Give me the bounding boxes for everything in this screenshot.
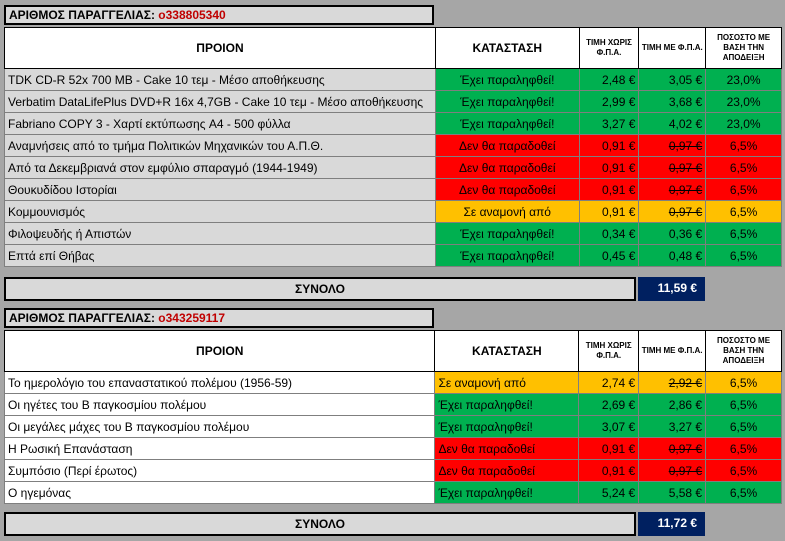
order-rows bbox=[5, 69, 782, 267]
status-cell: Έχει παραληφθεί! bbox=[435, 91, 579, 113]
percent-cell: 6,5% bbox=[706, 157, 782, 179]
price-no-vat-cell bbox=[579, 135, 639, 157]
price-vat-cell bbox=[639, 394, 706, 416]
price-vat-cell bbox=[639, 179, 706, 201]
order-title bbox=[4, 5, 434, 25]
price-vat-cell bbox=[639, 157, 706, 179]
table-row bbox=[5, 91, 782, 113]
price-no-vat-cell bbox=[579, 416, 639, 438]
price-no-vat-value: 0,34 € bbox=[602, 226, 636, 241]
status-cell: Σε αναμονή από bbox=[435, 372, 579, 394]
price-no-vat-cell bbox=[579, 460, 639, 482]
price-no-vat-cell bbox=[579, 113, 639, 135]
percent-cell: 6,5% bbox=[706, 372, 782, 394]
price-vat-value: 0,97 € bbox=[668, 441, 703, 456]
product-cell: Οι μεγάλες μάχες του Β παγκοσμίου πολέμου bbox=[5, 416, 435, 438]
table-row bbox=[5, 460, 782, 482]
status-cell: Έχει παραληφθεί! bbox=[435, 223, 579, 245]
order-table bbox=[4, 330, 782, 504]
column-header-price-no-vat: ΤΙΜΗ ΧΩΡΙΣ Φ.Π.Α. bbox=[579, 28, 639, 69]
price-no-vat-value: 0,91 € bbox=[602, 182, 636, 197]
percent-cell: 6,5% bbox=[706, 438, 782, 460]
product-cell: Θουκυδίδου Ιστορίαι bbox=[5, 179, 436, 201]
product-cell: Από τα Δεκεμβριανά στον εμφύλιο σπαραγμό (1944-1949) bbox=[5, 157, 436, 179]
price-no-vat-value: 0,91 € bbox=[602, 138, 636, 153]
price-no-vat-cell bbox=[579, 482, 639, 504]
price-vat-cell bbox=[639, 91, 706, 113]
total-value: 11,59 € bbox=[638, 277, 705, 301]
table-row bbox=[5, 69, 782, 91]
status-cell: Δεν θα παραδοθεί bbox=[435, 179, 579, 201]
table-row bbox=[5, 416, 782, 438]
percent-cell: 6,5% bbox=[706, 245, 782, 267]
price-vat-cell bbox=[639, 438, 706, 460]
column-header-status: ΚΑΤΑΣΤΑΣΗ bbox=[435, 331, 579, 372]
product-cell: Η Ρωσική Επανάσταση bbox=[5, 438, 435, 460]
order-title bbox=[4, 308, 434, 328]
price-no-vat-value: 0,91 € bbox=[601, 463, 636, 478]
table-row bbox=[5, 135, 782, 157]
column-header-product: ΠΡΟΙΟΝ bbox=[5, 331, 435, 372]
table-row bbox=[5, 245, 782, 267]
percent-cell: 6,5% bbox=[706, 394, 782, 416]
column-header-price-no-vat: ΤΙΜΗ ΧΩΡΙΣ Φ.Π.Α. bbox=[579, 331, 639, 372]
price-vat-value: 3,05 € bbox=[668, 72, 703, 87]
order-rows bbox=[5, 372, 782, 504]
table-row bbox=[5, 157, 782, 179]
price-vat-cell bbox=[639, 113, 706, 135]
status-cell: Έχει παραληφθεί! bbox=[435, 245, 579, 267]
status-cell: Δεν θα παραδοθεί bbox=[435, 157, 579, 179]
price-vat-cell bbox=[639, 482, 706, 504]
product-cell: Οι ηγέτες του Β παγκοσμίου πολέμου bbox=[5, 394, 435, 416]
price-vat-cell bbox=[639, 69, 706, 91]
product-cell: Verbatim DataLifePlus DVD+R 16x 4,7GB - Cake 10 τεμ - Μέσο αποθήκευσης bbox=[5, 91, 436, 113]
price-vat-cell bbox=[639, 223, 706, 245]
price-no-vat-value: 3,07 € bbox=[601, 419, 636, 434]
price-no-vat-value: 2,69 € bbox=[601, 397, 636, 412]
order-label: ΑΡΙΘΜΟΣ ΠΑΡΑΓΓΕΛΙΑΣ: bbox=[9, 8, 155, 22]
price-no-vat-value: 0,91 € bbox=[601, 441, 636, 456]
price-no-vat-cell bbox=[579, 91, 639, 113]
status-cell: Σε αναμονή από bbox=[435, 201, 579, 223]
price-vat-value: 0,97 € bbox=[668, 204, 703, 219]
price-vat-cell bbox=[639, 460, 706, 482]
price-no-vat-cell bbox=[579, 372, 639, 394]
price-no-vat-value: 0,45 € bbox=[602, 248, 636, 263]
order-number: o338805340 bbox=[158, 8, 226, 22]
price-no-vat-value: 0,91 € bbox=[602, 204, 636, 219]
table-row bbox=[5, 482, 782, 504]
price-vat-value: 0,36 € bbox=[668, 226, 703, 241]
percent-cell: 23,0% bbox=[706, 113, 782, 135]
price-vat-cell bbox=[639, 135, 706, 157]
column-header-price-vat: ΤΙΜΗ ΜΕ Φ.Π.Α. bbox=[639, 28, 706, 69]
status-cell: Έχει παραληφθεί! bbox=[435, 394, 579, 416]
percent-cell: 23,0% bbox=[706, 69, 782, 91]
percent-cell: 6,5% bbox=[706, 201, 782, 223]
product-cell: Επτά επί Θήβας bbox=[5, 245, 436, 267]
table-row bbox=[5, 113, 782, 135]
product-cell: Ο ηγεμόνας bbox=[5, 482, 435, 504]
order-label: ΑΡΙΘΜΟΣ ΠΑΡΑΓΓΕΛΙΑΣ: bbox=[9, 311, 155, 325]
table-row bbox=[5, 179, 782, 201]
status-cell: Δεν θα παραδοθεί bbox=[435, 460, 579, 482]
price-vat-value: 3,27 € bbox=[668, 419, 703, 434]
price-no-vat-cell bbox=[579, 438, 639, 460]
price-vat-value: 0,97 € bbox=[668, 182, 703, 197]
column-header-product: ΠΡΟΙΟΝ bbox=[5, 28, 436, 69]
table-row bbox=[5, 201, 782, 223]
product-cell: Αναμνήσεις από το τμήμα Πολιτικών Μηχανικών του Α.Π.Θ. bbox=[5, 135, 436, 157]
price-no-vat-cell bbox=[579, 69, 639, 91]
price-no-vat-value: 3,27 € bbox=[602, 116, 636, 131]
price-vat-value: 2,86 € bbox=[668, 397, 703, 412]
table-row bbox=[5, 394, 782, 416]
price-no-vat-value: 0,91 € bbox=[602, 160, 636, 175]
price-vat-cell bbox=[639, 201, 706, 223]
percent-cell: 6,5% bbox=[706, 482, 782, 504]
percent-cell: 6,5% bbox=[706, 416, 782, 438]
price-no-vat-cell bbox=[579, 245, 639, 267]
product-cell: TDK CD-R 52x 700 MB - Cake 10 τεμ - Μέσο αποθήκευσης bbox=[5, 69, 436, 91]
total-label: ΣΥΝΟΛΟ bbox=[4, 277, 636, 301]
price-no-vat-value: 2,48 € bbox=[602, 72, 636, 87]
status-cell: Δεν θα παραδοθεί bbox=[435, 438, 579, 460]
column-header-percent: ΠΟΣΟΣΤΟ ΜΕ ΒΑΣΗ ΤΗΝ ΑΠΟΔΕΙΞΗ bbox=[706, 331, 782, 372]
product-cell: Συμπόσιο (Περί έρωτος) bbox=[5, 460, 435, 482]
price-vat-value: 5,58 € bbox=[668, 485, 703, 500]
product-cell: Το ημερολόγιο του επαναστατικού πολέμου (1956-59) bbox=[5, 372, 435, 394]
table-row bbox=[5, 438, 782, 460]
product-cell: Fabriano COPY 3 - Χαρτί εκτύπωσης A4 - 500 φύλλα bbox=[5, 113, 436, 135]
table-row bbox=[5, 372, 782, 394]
price-no-vat-value: 2,99 € bbox=[602, 94, 636, 109]
price-vat-cell bbox=[639, 372, 706, 394]
status-cell: Έχει παραληφθεί! bbox=[435, 69, 579, 91]
product-cell: Φιλοψευδής ή Απιστών bbox=[5, 223, 436, 245]
price-vat-cell bbox=[639, 416, 706, 438]
price-no-vat-cell bbox=[579, 201, 639, 223]
price-vat-value: 3,68 € bbox=[668, 94, 703, 109]
column-header-percent: ΠΟΣΟΣΤΟ ΜΕ ΒΑΣΗ ΤΗΝ ΑΠΟΔΕΙΞΗ bbox=[706, 28, 782, 69]
price-vat-cell bbox=[639, 245, 706, 267]
price-no-vat-cell bbox=[579, 157, 639, 179]
status-cell: Έχει παραληφθεί! bbox=[435, 416, 579, 438]
price-vat-value: 0,97 € bbox=[668, 138, 703, 153]
price-vat-value: 0,48 € bbox=[668, 248, 703, 263]
order-number: o343259117 bbox=[158, 311, 226, 325]
price-vat-value: 2,92 € bbox=[668, 375, 703, 390]
product-cell: Κομμουνισμός bbox=[5, 201, 436, 223]
price-vat-value: 0,97 € bbox=[668, 160, 703, 175]
total-label: ΣΥΝΟΛΟ bbox=[4, 512, 636, 536]
total-value: 11,72 € bbox=[638, 512, 705, 536]
status-cell: Έχει παραληφθεί! bbox=[435, 113, 579, 135]
price-no-vat-cell bbox=[579, 223, 639, 245]
price-no-vat-value: 5,24 € bbox=[601, 485, 636, 500]
status-cell: Έχει παραληφθεί! bbox=[435, 482, 579, 504]
column-header-price-vat: ΤΙΜΗ ΜΕ Φ.Π.Α. bbox=[639, 331, 706, 372]
price-no-vat-cell bbox=[579, 394, 639, 416]
percent-cell: 23,0% bbox=[706, 91, 782, 113]
price-no-vat-cell bbox=[579, 179, 639, 201]
price-vat-value: 4,02 € bbox=[668, 116, 703, 131]
order-table bbox=[4, 27, 782, 267]
price-no-vat-value: 2,74 € bbox=[601, 375, 636, 390]
percent-cell: 6,5% bbox=[706, 179, 782, 201]
percent-cell: 6,5% bbox=[706, 135, 782, 157]
status-cell: Δεν θα παραδοθεί bbox=[435, 135, 579, 157]
column-header-status: ΚΑΤΑΣΤΑΣΗ bbox=[435, 28, 579, 69]
table-row bbox=[5, 223, 782, 245]
price-vat-value: 0,97 € bbox=[668, 463, 703, 478]
percent-cell: 6,5% bbox=[706, 460, 782, 482]
percent-cell: 6,5% bbox=[706, 223, 782, 245]
